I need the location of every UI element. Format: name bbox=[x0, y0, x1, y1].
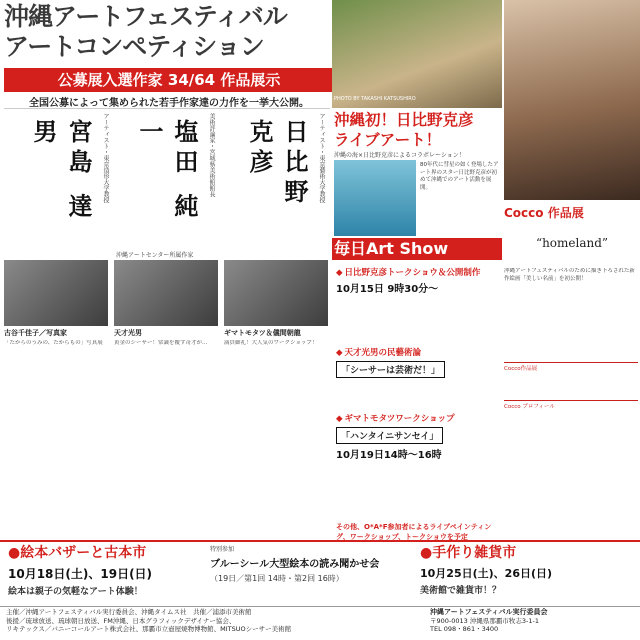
reading-title: ブルーシール大型絵本の読み聞かせ会 bbox=[210, 559, 380, 570]
credit-line: 後援／琉球放送、琉球朝日放送、FM沖縄、日本グラフィックデザイナー協会、 bbox=[6, 616, 236, 625]
live-art-title-line2: ライブアート！ bbox=[334, 131, 442, 149]
main-title-line1: 沖縄アートフェスティバル bbox=[4, 2, 287, 31]
header-subline: 全国公募によって集められた若手作家達の力作を一挙大公開。 bbox=[29, 98, 309, 109]
live-art-sub: 沖縄の海×日比野克彦によるコラボレーション！ bbox=[334, 152, 465, 159]
artist-photo bbox=[114, 260, 218, 326]
judge-role: 美術評論家・宮城県美術館館長 bbox=[208, 113, 215, 197]
reading-date: （19日／第1回 14時・第2回 16時） bbox=[210, 574, 344, 583]
diamond-icon: ◆ bbox=[336, 348, 343, 358]
main-title-line2: アートコンペティション bbox=[4, 32, 264, 61]
live-art-text: 80年代に彗星の如く登場したアート界のスター日比野克彦が初めて沖縄でのアート活動を展開。 bbox=[420, 162, 499, 191]
artist-card bbox=[224, 260, 328, 368]
exhibition-banner: 公募展入選作家 34/64 作品展示 bbox=[4, 68, 334, 92]
art-show-banner: 毎日Art Show bbox=[332, 238, 502, 260]
artist-text: 黄金のシーサー！常識を覆す奇才が... bbox=[114, 340, 208, 346]
cocco-intro: 沖縄アートフェスティバルのために描き下ろされた新作絵画「美しい名前」を初公開！ bbox=[504, 268, 635, 282]
diving-photo bbox=[334, 160, 416, 236]
judge-2 bbox=[116, 113, 216, 245]
address: 〒900-0013 沖縄県那覇市牧志3-1-1 bbox=[430, 616, 539, 625]
phone: TEL 098・861・3400 bbox=[430, 625, 499, 633]
artist-photo bbox=[4, 260, 108, 326]
event-time: 10月19日14時～16時 bbox=[336, 450, 442, 461]
judge-role: アーティスト・東京藝術大学教授 bbox=[318, 113, 325, 203]
hibino-photo bbox=[332, 0, 502, 108]
diamond-icon: ◆ bbox=[336, 414, 343, 424]
event-heading: ◆ 日比野克彦トークショウ＆公開制作 bbox=[336, 268, 481, 278]
credit-line: リキテックス／バニーコールアート株式会社、那覇市立壺屋焼物博物館、MITSUOシーサー美術館 bbox=[6, 625, 292, 633]
event-box: 「シーサーは芸術だ！」 bbox=[336, 361, 445, 378]
contact bbox=[430, 608, 636, 634]
credits bbox=[6, 608, 426, 634]
circle-icon: ● bbox=[420, 545, 433, 561]
bazaar-title: ●絵本バザーと古本市 bbox=[8, 545, 147, 561]
judge-1 bbox=[10, 113, 110, 245]
cocco-profile-label: Cocco プロフィール bbox=[504, 400, 638, 410]
judges-section bbox=[4, 108, 330, 248]
live-art-title-line1: 沖縄初！日比野克彦 bbox=[334, 111, 474, 129]
judge-name: 日比野 克彦 bbox=[245, 119, 308, 209]
photo-credit: PHOTO BY TAKASHI KATSUSHIRO bbox=[334, 96, 416, 102]
live-art-title bbox=[334, 110, 474, 150]
artist-card bbox=[114, 260, 218, 368]
artist-text: 「たからのうみの、たからもの」写真展 bbox=[4, 340, 103, 346]
event-time: 10月15日 9時30分～ bbox=[336, 284, 439, 295]
picturebook-bazaar bbox=[8, 542, 206, 597]
reading-event bbox=[210, 544, 416, 584]
artist-text: 満員御礼！大人気のワークショップ！ bbox=[224, 340, 318, 346]
event-heading: ◆ 天才光男の民藝術論 bbox=[336, 348, 422, 358]
event-heading: ◆ ギマトモタツワークショップ bbox=[336, 414, 455, 424]
event-workshop bbox=[336, 412, 502, 461]
market-title: ●手作り雑貨市 bbox=[420, 545, 517, 561]
homeland-title: “homeland” bbox=[535, 236, 609, 250]
circle-icon: ● bbox=[8, 545, 21, 561]
diamond-icon: ◆ bbox=[336, 268, 343, 278]
bazaar-date: 10月18日(土)、19日(日) bbox=[8, 567, 153, 581]
special-label: 特別参加 bbox=[210, 546, 235, 553]
artist-photo bbox=[224, 260, 328, 326]
cocco-section-label: Cocco作品展 bbox=[504, 362, 638, 372]
market-sub: 美術館で雑貨市！？ bbox=[420, 586, 502, 596]
events-footnote: その他、O*A*F参加者によるライブペインティング、ワークショップ、トークショウを予定 bbox=[336, 523, 492, 541]
judge-role: アーティスト・東京造形大学教授 bbox=[102, 113, 109, 203]
market-date: 10月25日(土)、26日(日) bbox=[420, 567, 553, 580]
artist-name: 天才光男 bbox=[114, 329, 142, 337]
section-label: 沖縄アートセンター所属作家 bbox=[116, 252, 194, 259]
artist-card bbox=[4, 260, 108, 368]
judge-3 bbox=[222, 113, 326, 245]
event-shisa bbox=[336, 346, 502, 378]
cocco-photo bbox=[504, 0, 640, 200]
event-box: 「ハンタイニサンセイ」 bbox=[336, 427, 443, 444]
header bbox=[4, 2, 334, 109]
judge-name: 塩田 純一 bbox=[135, 119, 198, 224]
credit-line: 主催／沖縄アートフェスティバル実行委員会、沖縄タイムス社 共催／浦添市美術館 bbox=[6, 608, 252, 616]
artist-name: ギマトモタツ＆儀間朝龍 bbox=[224, 329, 301, 337]
event-talkshow bbox=[336, 266, 502, 295]
artist-name: 古谷千佳子／写真家 bbox=[4, 329, 67, 337]
judge-name: 宮島 達男 bbox=[29, 119, 92, 224]
bazaar-sub: 絵本は親子の気軽なアート体験！ bbox=[8, 587, 143, 597]
organizer: 沖縄アートフェスティバル実行委員会 bbox=[430, 608, 548, 616]
cocco-title: Cocco 作品展 bbox=[504, 206, 584, 220]
handmade-market bbox=[420, 542, 636, 596]
